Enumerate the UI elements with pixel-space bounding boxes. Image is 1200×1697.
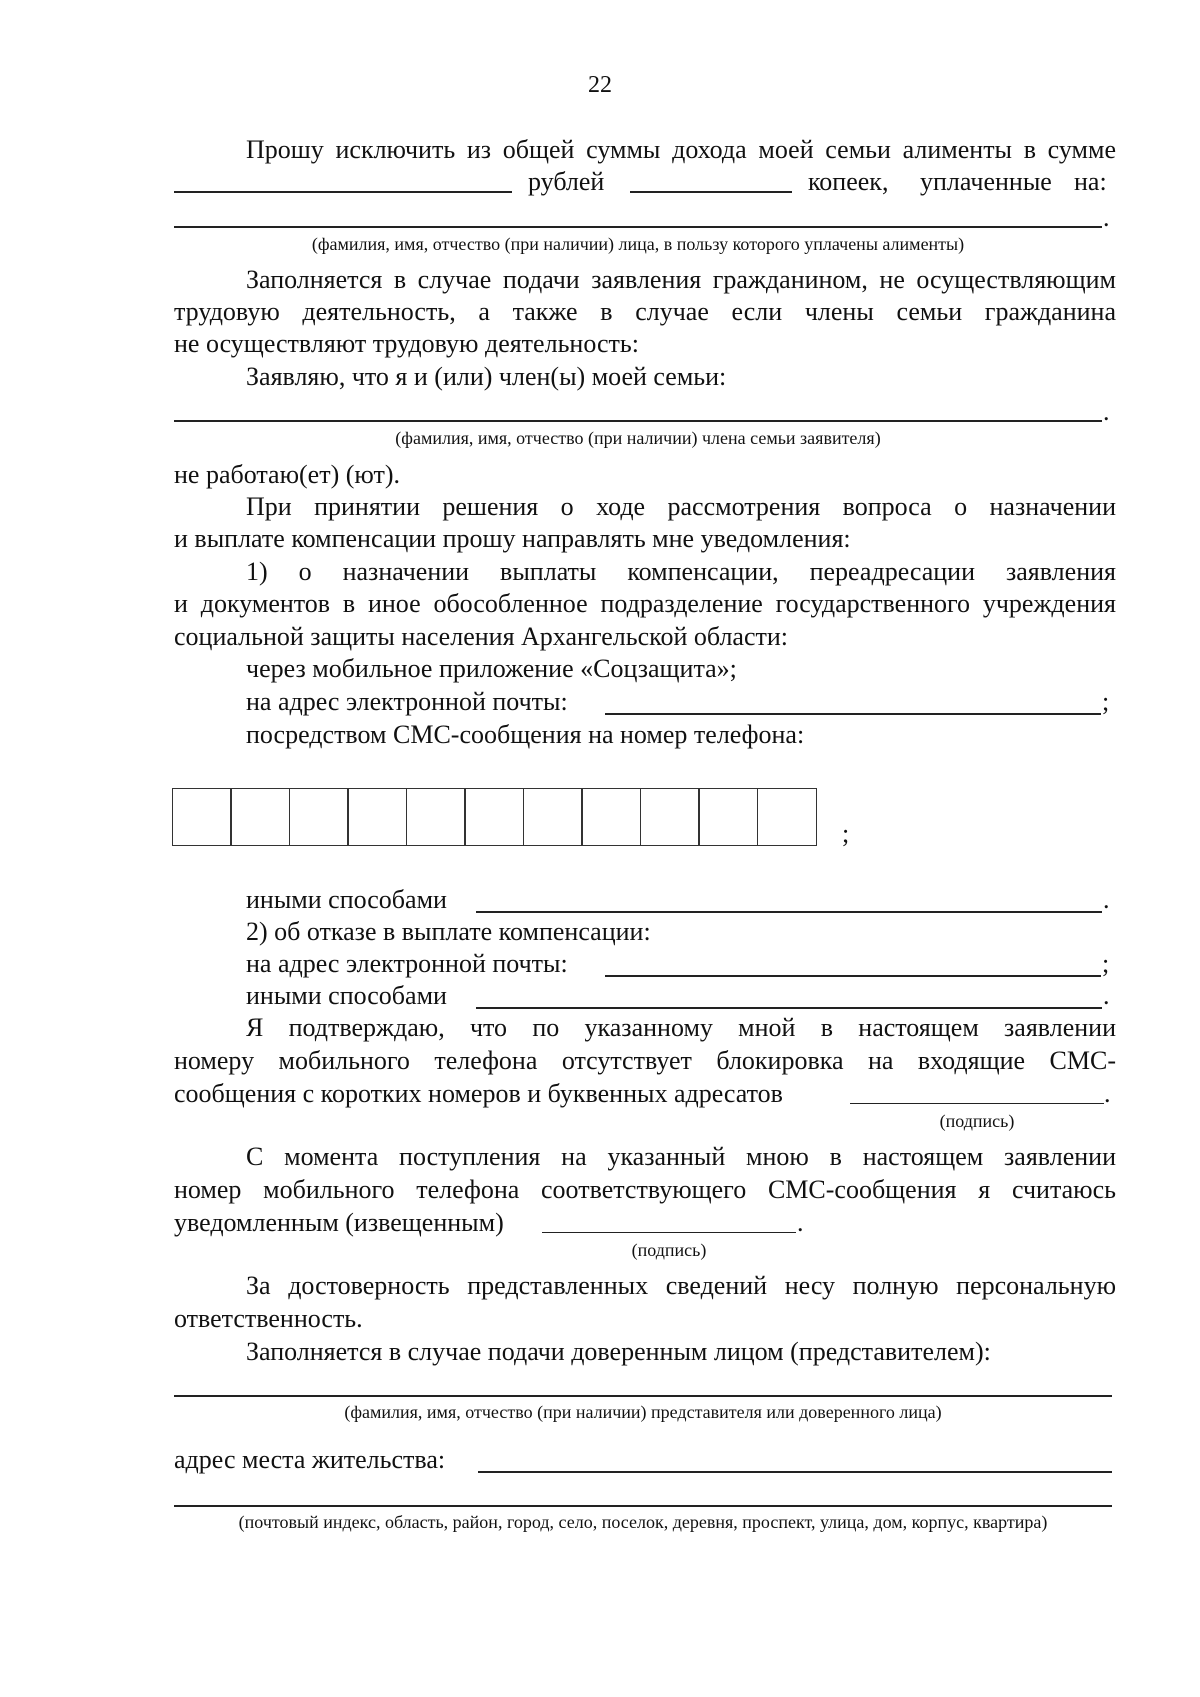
notified-line-3: уведомленным (извещенным) [174, 1208, 504, 1237]
sms-option-label: посредством СМС-сообщения на номер телефона: [246, 720, 805, 749]
notified-line-1: С момента поступления на указанный мною в настоящем заявлении [246, 1142, 1116, 1171]
email-field[interactable] [605, 713, 1101, 715]
phone-digit-box[interactable] [640, 788, 700, 846]
other-methods-field[interactable] [476, 911, 1102, 913]
family-member-caption: (фамилия, имя, отчество (при наличии) члена семьи заявителя) [395, 428, 881, 448]
refusal-email-semicolon: ; [1102, 949, 1110, 978]
refusal-other-field[interactable] [476, 1007, 1102, 1009]
notification-text-line-2: и выплате компенсации прошу направлять мне уведомления: [174, 524, 851, 553]
family-member-period: . [1103, 397, 1110, 426]
refusal-email-label: на адрес электронной почты: [246, 949, 568, 978]
refusal-other-label: иными способами [246, 981, 447, 1010]
assignment-text-line-2: и документов в иное обособленное подразделение государственного учреждения [174, 589, 1116, 618]
email-option-label: на адрес электронной почты: [246, 687, 568, 716]
signature-1-period: . [1104, 1079, 1111, 1108]
signature-field-1[interactable] [850, 1103, 1104, 1104]
address-caption: (почтовый индекс, область, район, город, село, поселок, деревня, проспект, улица, дом, корпус, квартира) [238, 1512, 1048, 1532]
address-field-line-2[interactable] [174, 1505, 1112, 1507]
nonworking-text-line-1: Заполняется в случае подачи заявления гражданином, не осуществляющим [246, 265, 1116, 294]
paid-to-label: на: [1074, 167, 1107, 196]
alimony-recipient-field[interactable] [174, 226, 1102, 228]
refusal-email-field[interactable] [605, 975, 1101, 977]
phone-digit-box[interactable] [406, 788, 466, 846]
phone-digit-box[interactable] [289, 788, 349, 846]
refusal-other-period: . [1103, 981, 1110, 1010]
nonworking-text-line-2: трудовую деятельность, а также в случае если члены семьи гражданина [174, 297, 1116, 326]
signature-field-2[interactable] [542, 1232, 796, 1233]
not-working-text: не работаю(ет) (ют). [174, 460, 401, 489]
recipient-period: . [1103, 203, 1110, 232]
paid-label: уплаченные [920, 167, 1052, 196]
family-member-name-field[interactable] [174, 420, 1102, 422]
phone-digit-box[interactable] [698, 788, 758, 846]
alimony-kopecks-field[interactable] [630, 191, 792, 193]
phone-semicolon: ; [842, 819, 850, 848]
sms-confirm-line-3: сообщения с коротких номеров и буквенных адресатов [174, 1079, 783, 1108]
signature-2-period: . [797, 1208, 804, 1237]
declaration-text: Заявляю, что я и (или) член(ы) моей семьи: [246, 362, 727, 391]
other-methods-period: . [1103, 885, 1110, 914]
mobile-app-option: через мобильное приложение «Соцзащита»; [246, 654, 737, 683]
page-number: 22 [588, 72, 612, 98]
assignment-text-line-3: социальной защиты населения Архангельской области: [174, 622, 789, 651]
phone-digit-box[interactable] [581, 788, 641, 846]
kopecks-label: копеек, [808, 167, 889, 196]
phone-digit-box[interactable] [230, 788, 290, 846]
phone-digit-box[interactable] [757, 788, 817, 846]
representative-heading: Заполняется в случае подачи доверенным лицом (представителем): [246, 1337, 991, 1366]
phone-digit-box[interactable] [172, 788, 232, 846]
responsibility-line-1: За достоверность представленных сведений несу полную персональную [246, 1271, 1116, 1300]
rubles-label: рублей [528, 167, 605, 196]
email-semicolon: ; [1102, 687, 1110, 716]
other-methods-label: иными способами [246, 885, 447, 914]
phone-digit-box[interactable] [523, 788, 583, 846]
phone-digit-box[interactable] [464, 788, 524, 846]
phone-number-boxes [173, 788, 817, 846]
phone-digit-box[interactable] [347, 788, 407, 846]
address-label: адрес места жительства: [174, 1445, 446, 1474]
sms-confirm-line-1: Я подтверждаю, что по указанному мной в настоящем заявлении [246, 1013, 1116, 1042]
assignment-text-line-1: 1) о назначении выплаты компенсации, переадресации заявления [246, 557, 1116, 586]
alimony-text-line-1: Прошу исключить из общей суммы дохода моей семьи алименты в сумме [246, 135, 1116, 164]
notification-text-line-1: При принятии решения о ходе рассмотрения вопроса о назначении [246, 492, 1116, 521]
responsibility-line-2: ответственность. [174, 1304, 363, 1333]
notified-line-2: номер мобильного телефона соответствующего СМС-сообщения я считаюсь [174, 1175, 1116, 1204]
address-field[interactable] [478, 1471, 1112, 1473]
sms-confirm-line-2: номеру мобильного телефона отсутствует блокировка на входящие СМС- [174, 1046, 1116, 1075]
refusal-heading: 2) об отказе в выплате компенсации: [246, 917, 651, 946]
nonworking-text-line-3: не осуществляют трудовую деятельность: [174, 329, 639, 358]
representative-caption: (фамилия, имя, отчество (при наличии) представителя или доверенного лица) [344, 1402, 942, 1422]
alimony-rubles-field[interactable] [174, 191, 512, 193]
representative-name-field[interactable] [174, 1395, 1112, 1397]
signature-caption-2: (подпись) [631, 1240, 707, 1260]
signature-caption-1: (подпись) [939, 1111, 1015, 1131]
alimony-recipient-caption: (фамилия, имя, отчество (при наличии) лица, в пользу которого уплачены алименты) [311, 234, 965, 254]
